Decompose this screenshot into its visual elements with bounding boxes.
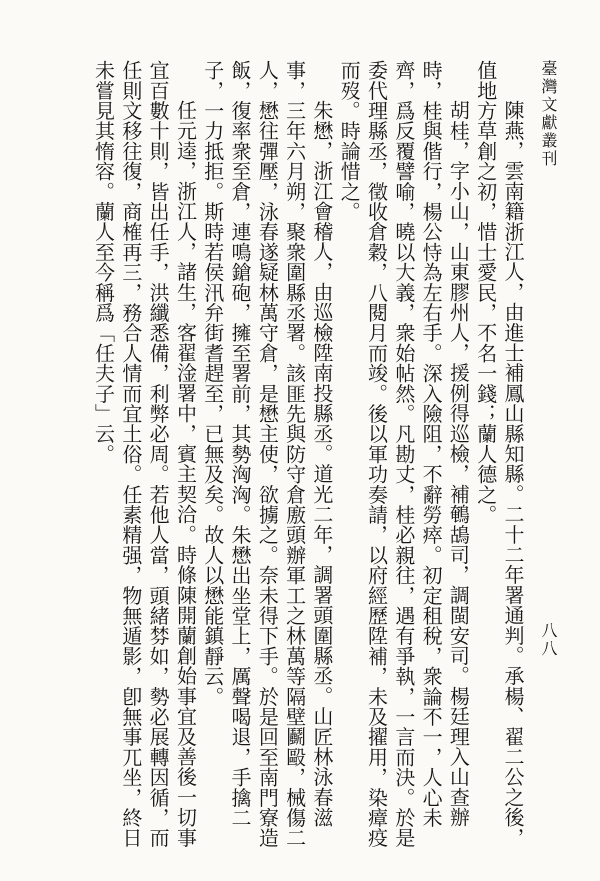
running-head: 臺灣文獻叢刊 bbox=[539, 60, 558, 168]
paragraph-zhu-mao: 朱懋，浙江會稽人，由巡檢陞南投縣丞。道光二年，調署頭圍縣丞。山匠林泳春滋事，三年六月朔，聚衆圍縣丞署。該匪先與防守倉廒頭辦軍工之林萬等隔壁鬬毆，械傷二人，懋往彈壓，泳春遂疑林萬守倉，是懋主使，欲擄之。奈未得下手。於是回至南門寮造飯，復率衆至倉，連鳴鎗砲，擁至署前，其勢洶洶。朱懋出坐堂上，厲聲喝退，手擒二子，一力抵拒。斯時若侯汛弁街耆趕至，已無及矣。故人以懋能鎮靜云。 bbox=[200, 60, 334, 848]
paragraph-ren-yuankui: 任元逵，浙江人，諸生，客翟淦署中，賓主契洽。時條陳開蘭創始事宜及善後一切事宜百數十則，皆出任手，洪纖悉備，利弊必周。若他人當，頭緒棼如，勢必展轉因循，而任則文移往復，商榷再三，務合人情而宜土俗。任素精强，物無遁影，卽無事兀坐，終日未嘗見其惰容。蘭人至今稱爲「任夫子」云。 bbox=[91, 60, 198, 848]
paragraph-chen-yan: 陳燕，雲南籍浙江人，由進士補鳳山縣知縣。二十二年署通判。承楊、翟二公之後，值地方草創之初，惜士愛民，不名一錢；蘭人德之。 bbox=[473, 60, 525, 848]
paragraph-hu-gui: 胡桂，字小山，山東膠州人，援例得巡檢，補鵪鴣司，調閩安司。楊廷理入山查辦時，桂與偕行，楊公恃為左右手。深入險阻，不辭勞瘁。初定租稅，衆論不一，人心未齊，爲反覆譬喻，曉以大義，衆始帖然。凡勘丈，桂必親往，遇有爭執，一言而決。於是委代理縣丞，徵收倉穀，八閱月而竣。後以軍功奏請，以府經歷陞補，未及擢用，染瘴疫而歿。時論惜之。 bbox=[337, 60, 471, 848]
body-text bbox=[26, 60, 526, 860]
page-number: 八八 bbox=[539, 622, 558, 658]
